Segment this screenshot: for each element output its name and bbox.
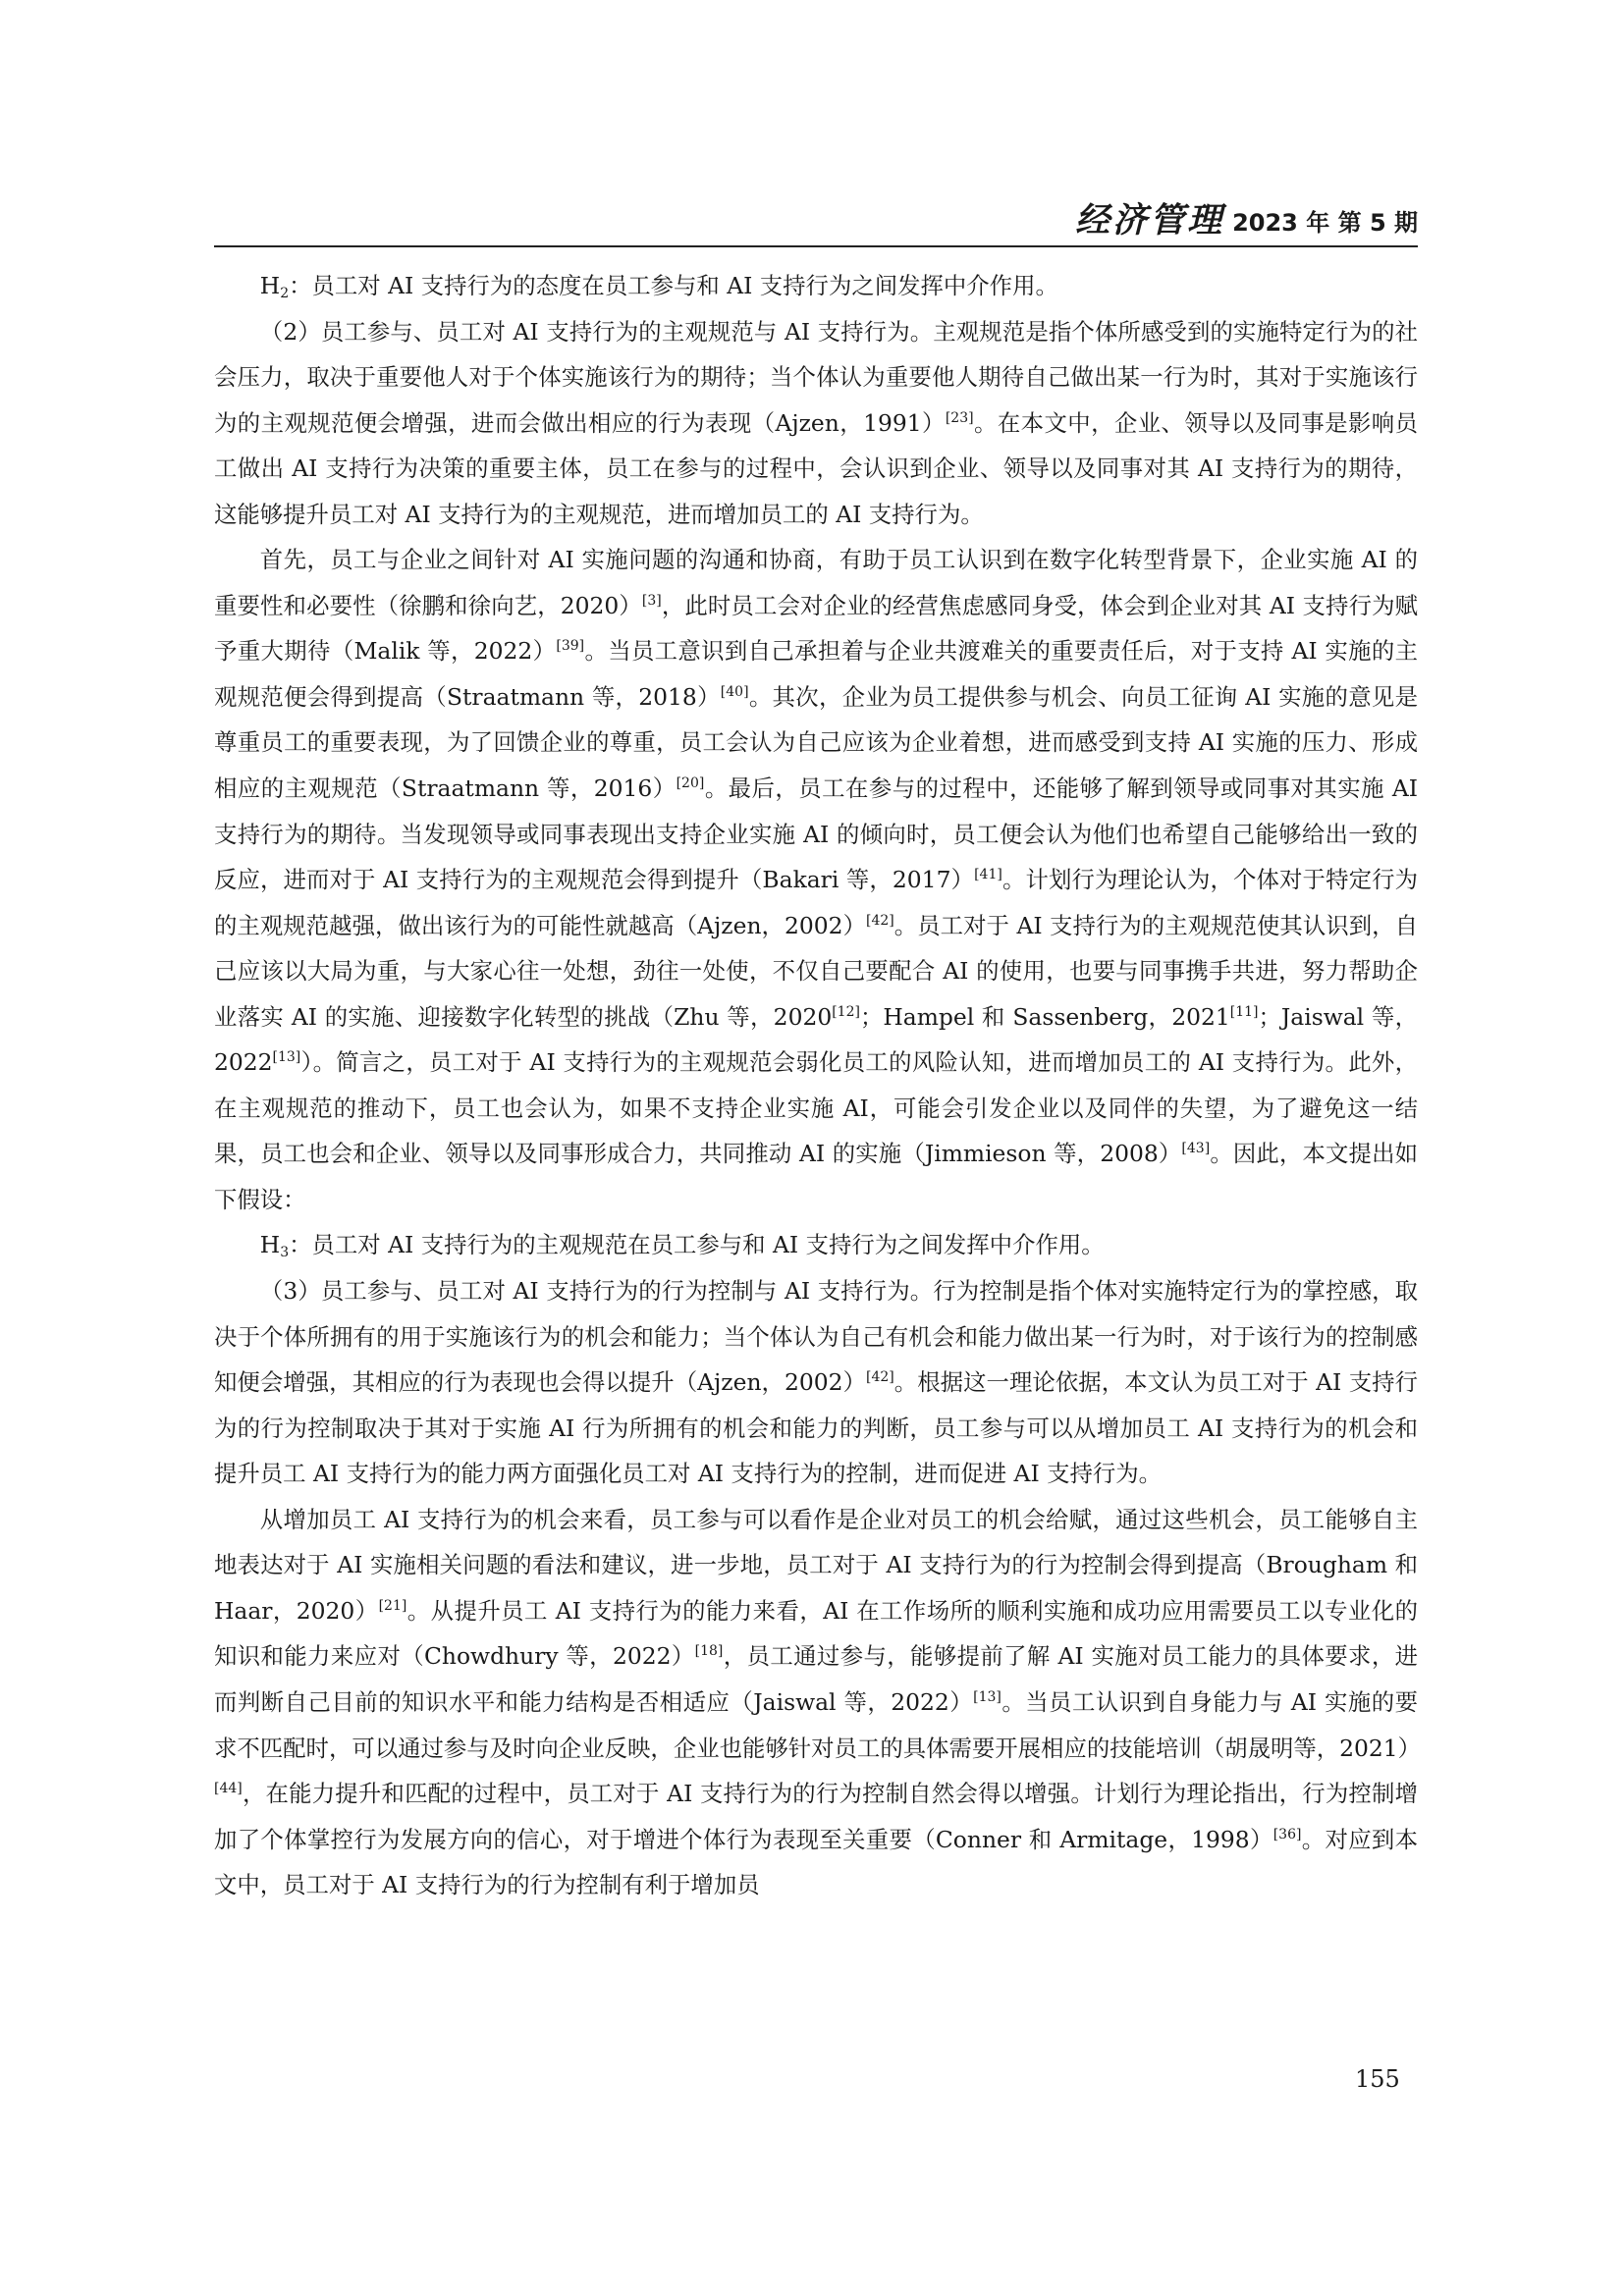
text-run: 。在本文中，企业、领导以及同事是影响员工做出 AI 支持行为决策的重要主体，员工在参与的过程中，会认识到企业、领导以及同事对其 AI 支持行为的期待，这能够提升员工对 AI 支持行为的主观规范，进而增加员工的 AI 支持行为。 xyxy=(214,408,1419,528)
citation-superscript: [41] xyxy=(974,867,1002,883)
text-run: ：员工对 AI 支持行为的态度在员工参与和 AI 支持行为之间发挥中介作用。 xyxy=(289,272,1058,299)
text-run: ）。简言之，员工对于 AI 支持行为的主观规范会弱化员工的风险认知，进而增加员工的 AI 支持行为。此外，在主观规范的推动下，员工也会认为，如果不支持企业实施 AI，可能会引发企业以及同伴的失望，为了避免这一结果，员工也会和企业、领导以及同事形成合力，共同推动 AI 的实施（Jimmieson 等，2008） xyxy=(214,1048,1418,1168)
header-rule xyxy=(214,245,1418,247)
text-run: 。根据这一理论依据，本文认为员工对于 AI 支持行为的行为控制取决于其对于实施 AI 行为所拥有的机会和能力的判断，员工参与可以从增加员工 AI 支持行为的机会和提升员工 AI 支持行为的能力两方面强化员工对 AI 支持行为的控制，进而促进 AI 支持行为。 xyxy=(214,1368,1418,1488)
text-run: ，在能力提升和匹配的过程中，员工对于 AI 支持行为的行为控制自然会得以增强。计划行为理论指出，行为控制增加了个体掌控行为发展方向的信心，对于增进个体行为表现至关重要（Conner 和 Armitage，1998） xyxy=(214,1780,1418,1853)
citation-superscript: [18] xyxy=(694,1643,724,1660)
citation-superscript: [20] xyxy=(676,775,705,792)
text-run: ；Jaiswal 等，2022 xyxy=(214,1002,1418,1077)
citation-superscript: [3] xyxy=(641,592,662,609)
text-run: H xyxy=(259,1231,281,1259)
text-run: ，员工通过参与，能够提前了解 AI 实施对员工能力的具体要求，进而判断自己目前的知识水平和能力结构是否相适应（Jaiswal 等，2022） xyxy=(214,1642,1418,1716)
text-run: 。员工对于 AI 支持行为的主观规范使其认识到，自己应该以大局为重，与大家心往一处想，劲往一处使，不仅自己要配合 AI 的使用，也要与同事携手共进，努力帮助企业落实 AI 的实施、迎接数字化转型的挑战（Zhu 等，2020 xyxy=(214,911,1418,1031)
journal-title: 经济管理 xyxy=(1075,200,1225,240)
text-run: 。当员工认识到自身能力与 AI 实施的要求不匹配时，可以通过参与及时向企业反映，企业也能够针对员工的具体需要开展相应的技能培训（胡晟明等，2021） xyxy=(214,1687,1422,1762)
body-paragraph xyxy=(214,1268,1418,1497)
citation-superscript: [11] xyxy=(1229,1003,1259,1020)
text-run: 。当员工意识到自己承担着与企业共渡难关的重要责任后，对于支持 AI 实施的主观规范便会得到提高（Straatmann 等，2018） xyxy=(214,637,1418,711)
hypothesis-paragraph xyxy=(214,263,1418,309)
page-number: 155 xyxy=(1355,2065,1400,2093)
text-run: 。从提升员工 AI 支持行为的能力来看，AI 在工作场所的顺利实施和成功应用需要员工以专业化的知识和能力来应对（Chowdhury 等，2022） xyxy=(214,1596,1418,1671)
citation-superscript: [36] xyxy=(1272,1826,1302,1842)
citation-superscript: [39] xyxy=(556,638,585,655)
text-run: ，此时员工会对企业的经营焦虑感同身受，体会到企业对其 AI 支持行为赋予重大期待（Malik 等，2022） xyxy=(214,591,1418,666)
body-paragraph xyxy=(214,537,1418,1222)
text-run: H xyxy=(259,272,281,299)
citation-superscript: [21] xyxy=(378,1597,407,1614)
body-paragraph xyxy=(214,309,1418,538)
text-run: 。计划行为理论认为，个体对于特定行为的主观规范越强，做出该行为的可能性就越高（Ajzen，2002） xyxy=(214,866,1418,939)
running-header xyxy=(214,192,1418,238)
hypothesis-subscript: 3 xyxy=(280,1245,290,1261)
text-run: 。因此，本文提出如下假设： xyxy=(214,1140,1419,1213)
citation-superscript: [13] xyxy=(973,1688,1001,1705)
text-run: 。其次，企业为员工提供参与机会、向员工征询 AI 实施的意见是尊重员工的重要表现，为了回馈企业的尊重，员工会认为自己应该为企业着想，进而感受到支持 AI 实施的压力、形成相应的主观规范（Straatmann 等，2016） xyxy=(214,682,1418,803)
text-run: （3）员工参与、员工对 AI 支持行为的行为控制与 AI 支持行为。行为控制是指个体对实施特定行为的掌控感，取决于个体所拥有的用于实施该行为的机会和能力；当个体认为自己有机会和能力做出某一行为时，对于该行为的控制感知便会增强，其相应的行为表现也会得以提升（Ajzen，2002） xyxy=(214,1277,1418,1397)
citation-superscript: [42] xyxy=(866,912,894,929)
body-paragraph xyxy=(214,1497,1422,1908)
article-body xyxy=(214,263,1422,1908)
citation-superscript: [43] xyxy=(1181,1141,1211,1157)
text-run: 首先，员工与企业之间针对 AI 实施问题的沟通和协商，有助于员工认识到在数字化转型背景下，企业实施 AI 的重要性和必要性（徐鹏和徐向艺，2020） xyxy=(214,546,1418,619)
citation-superscript: [12] xyxy=(832,1003,860,1020)
text-run: （2）员工参与、员工对 AI 支持行为的主观规范与 AI 支持行为。主观规范是指个体所感受到的实施特定行为的社会压力，取决于重要他人对于个体实施该行为的期待；当个体认为重要他人期待自己做出某一行为时，其对于实施该行为的主观规范便会增强，进而会做出相应的行为表现（Ajzen，1991） xyxy=(214,317,1418,437)
text-run: 从增加员工 AI 支持行为的机会来看，员工参与可以看作是企业对员工的机会给赋，通过这些机会，员工能够自主地表达对于 AI 实施相关问题的看法和建议，进一步地，员工对于 AI 支持行为的行为控制会得到提高（Brougham 和 Haar，2020） xyxy=(214,1505,1418,1625)
citation-superscript: [40] xyxy=(720,683,749,700)
text-run: 。最后，员工在参与的过程中，还能够了解到领导或同事对其实施 AI 支持行为的期待。当发现领导或同事表现出支持企业实施 AI 的倾向时，员工便会认为他们也希望自己能够给出一致的反应，进而对于 AI 支持行为的主观规范会得到提升（Bakari 等，2017） xyxy=(214,774,1418,894)
citation-superscript: [42] xyxy=(866,1369,894,1386)
issue-label: 2023 年 第 5 期 xyxy=(1232,209,1418,237)
text-run: 。对应到本文中，员工对于 AI 支持行为的行为控制有利于增加员 xyxy=(214,1825,1419,1899)
text-run: ；Hampel 和 Sassenberg，2021 xyxy=(859,1002,1230,1031)
hypothesis-paragraph xyxy=(214,1222,1418,1268)
citation-superscript: [23] xyxy=(945,409,974,426)
text-run: ：员工对 AI 支持行为的主观规范在员工参与和 AI 支持行为之间发挥中介作用。 xyxy=(289,1231,1105,1259)
hypothesis-subscript: 2 xyxy=(280,286,290,301)
citation-superscript: [44] xyxy=(214,1781,243,1797)
citation-superscript: [13] xyxy=(272,1049,301,1066)
